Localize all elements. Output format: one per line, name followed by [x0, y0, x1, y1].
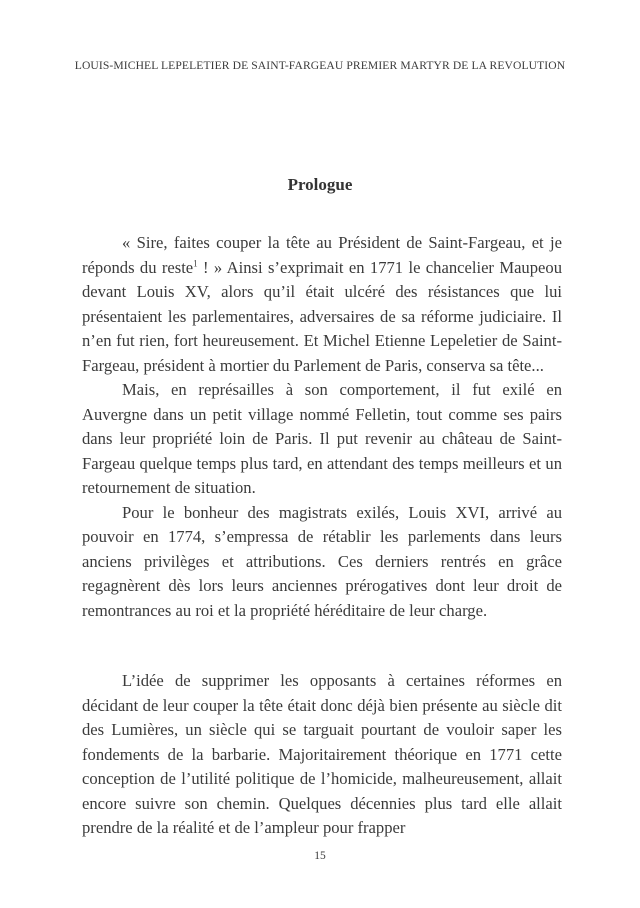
- page-number: 15: [314, 850, 326, 862]
- paragraph-3: Pour le bonheur des magistrats exilés, Louis XVI, arrivé au pouvoir en 1774, s’empressa de rétablir les parlements dans leurs anciens privilèges et attributions. Ces derniers rentrés en grâce regagnèrent dès lors leurs anciennes prérogatives dont leur droit de remontrances au roi et la propriété héréditaire de leur charge.: [82, 502, 562, 620]
- paragraph-1-text-start: « Sire, faites couper la tête au Président de Saint-Fargeau, et je réponds du reste: [82, 233, 562, 277]
- body-text-section-1: [82, 231, 562, 623]
- paragraph-1-text-end: ! » Ainsi s’exprimait en 1771 le chancelier Maupeou devant Louis XV, alors qu’il était ulcéré des résistances que lui présentaient les parlementaires, adversaires de sa réforme judiciaire. Il n’en fut rien, fort heureusement. Et Michel Etienne Lepeletier de Saint-Fargeau, président à mortier du Parlement de Paris, conserva sa tête...: [82, 257, 562, 375]
- body-text-section-2: [82, 669, 562, 841]
- paragraph-4: L’idée de supprimer les opposants à certaines réformes en décidant de leur couper la tête était donc déjà bien présente au siècle dit des Lumières, un siècle qui se targuait pourtant de vouloir saper les fondements de la barbarie. Majoritairement théorique en 1771 cette conception de l’utilité politique de l’homicide, malheureusement, allait encore suivre son chemin. Quelques décennies plus tard elle allait prendre de la réalité et de l’ampleur pour frapper: [82, 671, 562, 837]
- paragraph-1: [82, 231, 562, 378]
- chapter-title: Prologue: [287, 175, 353, 194]
- footnote-ref: 1: [193, 257, 198, 268]
- paragraph-2: Mais, en représailles à son comportement, il fut exilé en Auvergne dans un petit village nommé Felletin, tout comme ses pairs dans leur propriété loin de Paris. Il put revenir au château de Saint-Fargeau quelque temps plus tard, en attendant des temps meilleurs et un retournement de situation.: [82, 380, 562, 497]
- running-head: LOUIS-MICHEL LEPELETIER DE SAINT-FARGEAU PREMIER MARTYR DE LA REVOLUTION: [74, 59, 566, 72]
